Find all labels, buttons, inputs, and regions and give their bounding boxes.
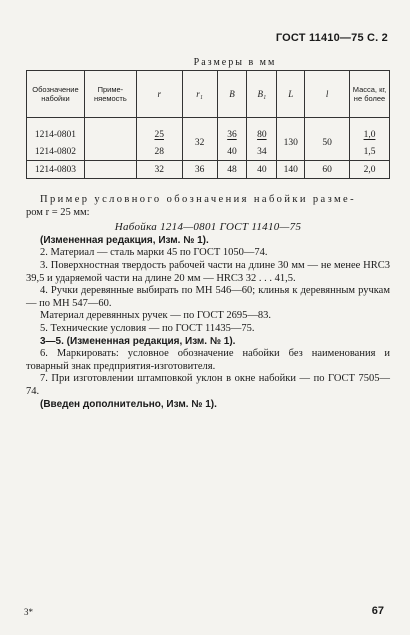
cell-l-upper: 140 <box>277 161 305 179</box>
page-number: 67 <box>371 605 384 617</box>
clause-6: 6. Маркировать: условное обозначение набойки без наименования и товарный знак предприятия-изготовителя. <box>26 348 390 372</box>
clause-7: 7. При изготовлении штамповкой уклон в окне набойки — по ГОСТ 7505—74. <box>26 373 390 397</box>
cell-l-upper: 130 <box>277 118 305 161</box>
footer-signature-mark: 3* <box>24 607 33 617</box>
cell-l-lower: 50 <box>305 118 350 161</box>
body-text <box>26 194 390 411</box>
cell-designation: 1214-0801 <box>27 118 85 144</box>
cell-applicability <box>84 118 136 161</box>
edition-note-2: 3—5. (Измененная редакция, Изм. № 1). <box>40 335 236 347</box>
cell-b1: 34 <box>247 143 277 161</box>
cell-r: 32 <box>136 161 182 179</box>
cell-b1: 40 <box>247 161 277 179</box>
clause-4: 4. Ручки деревянные выбирать по МН 546—60; клинья к деревянным ручкам — по МН 547—60. <box>26 285 390 309</box>
table-caption: Размеры в мм <box>193 57 277 68</box>
example-designation: Набойка 1214—0801 ГОСТ 11410—75 <box>114 221 302 234</box>
cell-applicability <box>84 161 136 179</box>
table-header-row <box>27 71 390 118</box>
cell-r: 25 <box>136 118 182 144</box>
cell-l-lower: 60 <box>305 161 350 179</box>
col-header-mass: Масса, кг, не более <box>350 71 390 118</box>
cell-mass: 2,0 <box>350 161 390 179</box>
example-intro-cont: ром r = 25 мм: <box>26 206 90 218</box>
col-header-l-upper: L <box>277 71 305 118</box>
clause-3: 3. Поверхностная твердость рабочей части на длине 30 мм — не менее HRC3 39,5 и ударяемой части на длине 20 мм — HRC3 32 . . . 41,5. <box>26 259 390 284</box>
col-header-r: r <box>136 71 182 118</box>
col-header-r1: r₁ <box>182 71 217 118</box>
example-intro: Пример условного обозначения набойки разме- <box>40 194 357 205</box>
table-row <box>27 118 390 144</box>
edition-note-3: (Введен дополнительно, Изм. № 1). <box>40 398 217 410</box>
col-header-b: B <box>217 71 247 118</box>
table-row <box>27 161 390 179</box>
cell-mass: 1,0 <box>350 118 390 144</box>
cell-r1: 36 <box>182 161 217 179</box>
dimensions-table <box>26 70 390 179</box>
cell-r: 28 <box>136 143 182 161</box>
cell-mass: 1,5 <box>350 143 390 161</box>
cell-b: 48 <box>217 161 247 179</box>
cell-designation: 1214-0802 <box>27 143 85 161</box>
clause-2: 2. Материал — сталь марки 45 по ГОСТ 1050—74. <box>40 247 268 259</box>
cell-b: 36 <box>217 118 247 144</box>
cell-b1: 80 <box>247 118 277 144</box>
col-header-applicability: Приме-няемость <box>84 71 136 118</box>
cell-b: 40 <box>217 143 247 161</box>
col-header-designation: Обозначение набойки <box>27 71 85 118</box>
cell-designation: 1214-0803 <box>27 161 85 179</box>
document-header: ГОСТ 11410—75 С. 2 <box>275 32 388 44</box>
col-header-l-lower: l <box>305 71 350 118</box>
col-header-b1: B₁ <box>247 71 277 118</box>
clause-4-material: Материал деревянных ручек — по ГОСТ 2695—83. <box>40 310 272 322</box>
clause-5: 5. Технические условия — по ГОСТ 11435—75. <box>40 322 255 334</box>
edition-note-1: (Измененная редакция, Изм. № 1). <box>40 234 209 246</box>
cell-r1: 32 <box>182 118 217 161</box>
